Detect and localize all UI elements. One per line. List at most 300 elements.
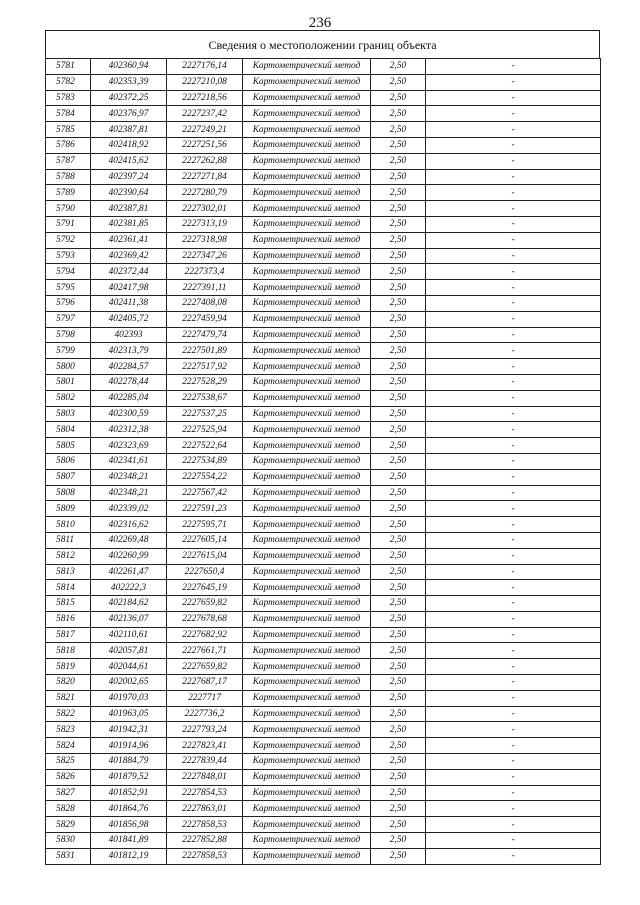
- method-cell: Картометрический метод: [243, 596, 371, 612]
- accuracy-cell: 2,50: [371, 137, 426, 153]
- y-coordinate-cell: 2227218,56: [167, 90, 243, 106]
- y-coordinate-cell: 2227459,94: [167, 311, 243, 327]
- accuracy-cell: 2,50: [371, 169, 426, 185]
- point-number-cell: 5822: [46, 706, 91, 722]
- point-number-cell: 5805: [46, 438, 91, 454]
- method-cell: Картометрический метод: [243, 485, 371, 501]
- x-coordinate-cell: 402312,38: [91, 422, 167, 438]
- x-coordinate-cell: 402269,48: [91, 532, 167, 548]
- description-cell: -: [426, 248, 601, 264]
- description-cell: -: [426, 532, 601, 548]
- table-row: [46, 374, 601, 390]
- method-cell: Картометрический метод: [243, 801, 371, 817]
- accuracy-cell: 2,50: [371, 627, 426, 643]
- method-cell: Картометрический метод: [243, 517, 371, 533]
- y-coordinate-cell: 2227863,01: [167, 801, 243, 817]
- accuracy-cell: 2,50: [371, 248, 426, 264]
- table-row: [46, 343, 601, 359]
- table-row: [46, 517, 601, 533]
- point-number-cell: 5817: [46, 627, 91, 643]
- x-coordinate-cell: 402285,04: [91, 390, 167, 406]
- description-cell: -: [426, 848, 601, 864]
- table-row: [46, 453, 601, 469]
- x-coordinate-cell: 401864,76: [91, 801, 167, 817]
- x-coordinate-cell: 402381,85: [91, 216, 167, 232]
- accuracy-cell: 2,50: [371, 548, 426, 564]
- point-number-cell: 5782: [46, 74, 91, 90]
- table-title: Сведения о местоположении границ объекта: [45, 30, 600, 58]
- point-number-cell: 5786: [46, 137, 91, 153]
- point-number-cell: 5794: [46, 264, 91, 280]
- point-number-cell: 5808: [46, 485, 91, 501]
- table-row: [46, 754, 601, 770]
- point-number-cell: 5801: [46, 374, 91, 390]
- description-cell: -: [426, 169, 601, 185]
- x-coordinate-cell: 402300,59: [91, 406, 167, 422]
- point-number-cell: 5797: [46, 311, 91, 327]
- accuracy-cell: 2,50: [371, 485, 426, 501]
- description-cell: -: [426, 327, 601, 343]
- y-coordinate-cell: 2227852,88: [167, 833, 243, 849]
- accuracy-cell: 2,50: [371, 374, 426, 390]
- method-cell: Картометрический метод: [243, 469, 371, 485]
- table-row: [46, 738, 601, 754]
- description-cell: -: [426, 74, 601, 90]
- x-coordinate-cell: 401914,96: [91, 738, 167, 754]
- x-coordinate-cell: 401884,79: [91, 754, 167, 770]
- x-coordinate-cell: 402184,62: [91, 596, 167, 612]
- description-cell: -: [426, 280, 601, 296]
- description-cell: -: [426, 122, 601, 138]
- accuracy-cell: 2,50: [371, 738, 426, 754]
- description-cell: -: [426, 264, 601, 280]
- point-number-cell: 5802: [46, 390, 91, 406]
- accuracy-cell: 2,50: [371, 643, 426, 659]
- accuracy-cell: 2,50: [371, 848, 426, 864]
- accuracy-cell: 2,50: [371, 501, 426, 517]
- point-number-cell: 5792: [46, 232, 91, 248]
- description-cell: -: [426, 754, 601, 770]
- table-row: [46, 690, 601, 706]
- y-coordinate-cell: 2227595,71: [167, 517, 243, 533]
- y-coordinate-cell: 2227408,08: [167, 295, 243, 311]
- description-cell: -: [426, 833, 601, 849]
- x-coordinate-cell: 402260,99: [91, 548, 167, 564]
- table-row: [46, 359, 601, 375]
- method-cell: Картометрический метод: [243, 59, 371, 75]
- y-coordinate-cell: 2227522,64: [167, 438, 243, 454]
- point-number-cell: 5783: [46, 90, 91, 106]
- point-number-cell: 5781: [46, 59, 91, 75]
- table-row: [46, 596, 601, 612]
- point-number-cell: 5814: [46, 580, 91, 596]
- x-coordinate-cell: 402057,81: [91, 643, 167, 659]
- x-coordinate-cell: 402376,97: [91, 106, 167, 122]
- accuracy-cell: 2,50: [371, 564, 426, 580]
- accuracy-cell: 2,50: [371, 343, 426, 359]
- method-cell: Картометрический метод: [243, 153, 371, 169]
- y-coordinate-cell: 2227645,19: [167, 580, 243, 596]
- x-coordinate-cell: 402397,24: [91, 169, 167, 185]
- description-cell: -: [426, 343, 601, 359]
- table-row: [46, 769, 601, 785]
- method-cell: Картометрический метод: [243, 690, 371, 706]
- point-number-cell: 5830: [46, 833, 91, 849]
- point-number-cell: 5809: [46, 501, 91, 517]
- table-row: [46, 659, 601, 675]
- table-row: [46, 548, 601, 564]
- x-coordinate-cell: 401970,03: [91, 690, 167, 706]
- point-number-cell: 5831: [46, 848, 91, 864]
- description-cell: -: [426, 359, 601, 375]
- description-cell: -: [426, 374, 601, 390]
- x-coordinate-cell: 402387,81: [91, 201, 167, 217]
- accuracy-cell: 2,50: [371, 185, 426, 201]
- x-coordinate-cell: 402369,42: [91, 248, 167, 264]
- method-cell: Картометрический метод: [243, 422, 371, 438]
- table-row: [46, 706, 601, 722]
- y-coordinate-cell: 2227839,44: [167, 754, 243, 770]
- accuracy-cell: 2,50: [371, 59, 426, 75]
- description-cell: -: [426, 801, 601, 817]
- x-coordinate-cell: 402222,3: [91, 580, 167, 596]
- table-row: [46, 801, 601, 817]
- description-cell: -: [426, 153, 601, 169]
- point-number-cell: 5815: [46, 596, 91, 612]
- method-cell: Картометрический метод: [243, 185, 371, 201]
- y-coordinate-cell: 2227251,56: [167, 137, 243, 153]
- point-number-cell: 5796: [46, 295, 91, 311]
- description-cell: -: [426, 106, 601, 122]
- point-number-cell: 5799: [46, 343, 91, 359]
- x-coordinate-cell: 402361,41: [91, 232, 167, 248]
- x-coordinate-cell: 402136,07: [91, 611, 167, 627]
- method-cell: Картометрический метод: [243, 675, 371, 691]
- x-coordinate-cell: 402323,69: [91, 438, 167, 454]
- accuracy-cell: 2,50: [371, 580, 426, 596]
- table-row: [46, 643, 601, 659]
- method-cell: Картометрический метод: [243, 580, 371, 596]
- y-coordinate-cell: 2227537,25: [167, 406, 243, 422]
- y-coordinate-cell: 2227615,04: [167, 548, 243, 564]
- table-body: [46, 59, 601, 865]
- point-number-cell: 5798: [46, 327, 91, 343]
- table-row: [46, 627, 601, 643]
- x-coordinate-cell: 402341,61: [91, 453, 167, 469]
- method-cell: Картометрический метод: [243, 106, 371, 122]
- y-coordinate-cell: 2227661,71: [167, 643, 243, 659]
- point-number-cell: 5810: [46, 517, 91, 533]
- table-row: [46, 722, 601, 738]
- point-number-cell: 5825: [46, 754, 91, 770]
- y-coordinate-cell: 2227501,89: [167, 343, 243, 359]
- description-cell: -: [426, 469, 601, 485]
- x-coordinate-cell: 402411,38: [91, 295, 167, 311]
- point-number-cell: 5789: [46, 185, 91, 201]
- method-cell: Картометрический метод: [243, 501, 371, 517]
- method-cell: Картометрический метод: [243, 785, 371, 801]
- point-number-cell: 5824: [46, 738, 91, 754]
- table-row: [46, 106, 601, 122]
- point-number-cell: 5829: [46, 817, 91, 833]
- x-coordinate-cell: 402360,94: [91, 59, 167, 75]
- method-cell: Картометрический метод: [243, 122, 371, 138]
- description-cell: -: [426, 785, 601, 801]
- table-row: [46, 485, 601, 501]
- method-cell: Картометрический метод: [243, 359, 371, 375]
- point-number-cell: 5800: [46, 359, 91, 375]
- point-number-cell: 5826: [46, 769, 91, 785]
- point-number-cell: 5791: [46, 216, 91, 232]
- x-coordinate-cell: 401942,31: [91, 722, 167, 738]
- point-number-cell: 5803: [46, 406, 91, 422]
- table-row: [46, 406, 601, 422]
- accuracy-cell: 2,50: [371, 817, 426, 833]
- method-cell: Картометрический метод: [243, 611, 371, 627]
- accuracy-cell: 2,50: [371, 438, 426, 454]
- accuracy-cell: 2,50: [371, 359, 426, 375]
- x-coordinate-cell: 402044,61: [91, 659, 167, 675]
- x-coordinate-cell: 402348,21: [91, 469, 167, 485]
- y-coordinate-cell: 2227678,68: [167, 611, 243, 627]
- accuracy-cell: 2,50: [371, 659, 426, 675]
- table-row: [46, 295, 601, 311]
- accuracy-cell: 2,50: [371, 153, 426, 169]
- x-coordinate-cell: 402348,21: [91, 485, 167, 501]
- x-coordinate-cell: 402339,02: [91, 501, 167, 517]
- table-row: [46, 501, 601, 517]
- y-coordinate-cell: 2227687,17: [167, 675, 243, 691]
- description-cell: -: [426, 706, 601, 722]
- table-row: [46, 422, 601, 438]
- point-number-cell: 5795: [46, 280, 91, 296]
- description-cell: -: [426, 216, 601, 232]
- point-number-cell: 5813: [46, 564, 91, 580]
- method-cell: Картометрический метод: [243, 169, 371, 185]
- y-coordinate-cell: 2227736,2: [167, 706, 243, 722]
- accuracy-cell: 2,50: [371, 801, 426, 817]
- y-coordinate-cell: 2227391,11: [167, 280, 243, 296]
- table-row: [46, 532, 601, 548]
- x-coordinate-cell: 402393: [91, 327, 167, 343]
- table-row: [46, 90, 601, 106]
- accuracy-cell: 2,50: [371, 264, 426, 280]
- point-number-cell: 5828: [46, 801, 91, 817]
- method-cell: Картометрический метод: [243, 406, 371, 422]
- accuracy-cell: 2,50: [371, 106, 426, 122]
- table-row: [46, 675, 601, 691]
- point-number-cell: 5811: [46, 532, 91, 548]
- description-cell: -: [426, 675, 601, 691]
- accuracy-cell: 2,50: [371, 216, 426, 232]
- accuracy-cell: 2,50: [371, 706, 426, 722]
- method-cell: Картометрический метод: [243, 137, 371, 153]
- method-cell: Картометрический метод: [243, 74, 371, 90]
- description-cell: -: [426, 406, 601, 422]
- accuracy-cell: 2,50: [371, 754, 426, 770]
- x-coordinate-cell: 402387,81: [91, 122, 167, 138]
- point-number-cell: 5806: [46, 453, 91, 469]
- method-cell: Картометрический метод: [243, 706, 371, 722]
- point-number-cell: 5793: [46, 248, 91, 264]
- method-cell: Картометрический метод: [243, 327, 371, 343]
- description-cell: -: [426, 422, 601, 438]
- description-cell: -: [426, 453, 601, 469]
- point-number-cell: 5807: [46, 469, 91, 485]
- description-cell: -: [426, 311, 601, 327]
- method-cell: Картометрический метод: [243, 643, 371, 659]
- accuracy-cell: 2,50: [371, 532, 426, 548]
- accuracy-cell: 2,50: [371, 469, 426, 485]
- table-row: [46, 469, 601, 485]
- y-coordinate-cell: 2227280,79: [167, 185, 243, 201]
- y-coordinate-cell: 2227659,82: [167, 659, 243, 675]
- y-coordinate-cell: 2227848,01: [167, 769, 243, 785]
- point-number-cell: 5816: [46, 611, 91, 627]
- x-coordinate-cell: 402353,39: [91, 74, 167, 90]
- x-coordinate-cell: 401963,05: [91, 706, 167, 722]
- y-coordinate-cell: 2227650,4: [167, 564, 243, 580]
- y-coordinate-cell: 2227591,23: [167, 501, 243, 517]
- y-coordinate-cell: 2227793,24: [167, 722, 243, 738]
- table-row: [46, 390, 601, 406]
- point-number-cell: 5820: [46, 675, 91, 691]
- x-coordinate-cell: 402002,65: [91, 675, 167, 691]
- page-number: 236: [308, 15, 332, 31]
- method-cell: Картометрический метод: [243, 295, 371, 311]
- description-cell: -: [426, 596, 601, 612]
- description-cell: -: [426, 201, 601, 217]
- description-cell: -: [426, 738, 601, 754]
- x-coordinate-cell: 402372,44: [91, 264, 167, 280]
- table-row: [46, 833, 601, 849]
- table-row: [46, 232, 601, 248]
- y-coordinate-cell: 2227302,01: [167, 201, 243, 217]
- accuracy-cell: 2,50: [371, 690, 426, 706]
- accuracy-cell: 2,50: [371, 406, 426, 422]
- description-cell: -: [426, 137, 601, 153]
- accuracy-cell: 2,50: [371, 90, 426, 106]
- method-cell: Картометрический метод: [243, 280, 371, 296]
- description-cell: -: [426, 295, 601, 311]
- point-number-cell: 5787: [46, 153, 91, 169]
- description-cell: -: [426, 659, 601, 675]
- x-coordinate-cell: 402110,61: [91, 627, 167, 643]
- description-cell: -: [426, 769, 601, 785]
- table-row: [46, 611, 601, 627]
- y-coordinate-cell: 2227347,26: [167, 248, 243, 264]
- accuracy-cell: 2,50: [371, 833, 426, 849]
- boundary-points-table: [45, 58, 601, 865]
- y-coordinate-cell: 2227525,94: [167, 422, 243, 438]
- accuracy-cell: 2,50: [371, 596, 426, 612]
- y-coordinate-cell: 2227318,98: [167, 232, 243, 248]
- method-cell: Картометрический метод: [243, 738, 371, 754]
- accuracy-cell: 2,50: [371, 769, 426, 785]
- y-coordinate-cell: 2227373,4: [167, 264, 243, 280]
- y-coordinate-cell: 2227313,19: [167, 216, 243, 232]
- y-coordinate-cell: 2227517,92: [167, 359, 243, 375]
- y-coordinate-cell: 2227528,29: [167, 374, 243, 390]
- point-number-cell: 5827: [46, 785, 91, 801]
- x-coordinate-cell: 401856,98: [91, 817, 167, 833]
- x-coordinate-cell: 401841,89: [91, 833, 167, 849]
- table-row: [46, 74, 601, 90]
- description-cell: -: [426, 59, 601, 75]
- point-number-cell: 5788: [46, 169, 91, 185]
- method-cell: Картометрический метод: [243, 548, 371, 564]
- description-cell: -: [426, 90, 601, 106]
- table-row: [46, 137, 601, 153]
- description-cell: -: [426, 517, 601, 533]
- method-cell: Картометрический метод: [243, 453, 371, 469]
- description-cell: -: [426, 185, 601, 201]
- y-coordinate-cell: 2227534,89: [167, 453, 243, 469]
- point-number-cell: 5804: [46, 422, 91, 438]
- description-cell: -: [426, 611, 601, 627]
- accuracy-cell: 2,50: [371, 280, 426, 296]
- description-cell: -: [426, 564, 601, 580]
- description-cell: -: [426, 232, 601, 248]
- y-coordinate-cell: 2227479,74: [167, 327, 243, 343]
- method-cell: Картометрический метод: [243, 232, 371, 248]
- point-number-cell: 5823: [46, 722, 91, 738]
- table-row: [46, 122, 601, 138]
- table-row: [46, 327, 601, 343]
- method-cell: Картометрический метод: [243, 564, 371, 580]
- accuracy-cell: 2,50: [371, 611, 426, 627]
- x-coordinate-cell: 402316,62: [91, 517, 167, 533]
- method-cell: Картометрический метод: [243, 848, 371, 864]
- y-coordinate-cell: 2227567,42: [167, 485, 243, 501]
- method-cell: Картометрический метод: [243, 817, 371, 833]
- method-cell: Картометрический метод: [243, 722, 371, 738]
- y-coordinate-cell: 2227176,14: [167, 59, 243, 75]
- y-coordinate-cell: 2227605,14: [167, 532, 243, 548]
- x-coordinate-cell: 402278,44: [91, 374, 167, 390]
- table-row: [46, 169, 601, 185]
- y-coordinate-cell: 2227237,42: [167, 106, 243, 122]
- accuracy-cell: 2,50: [371, 517, 426, 533]
- method-cell: Картометрический метод: [243, 264, 371, 280]
- x-coordinate-cell: 401879,52: [91, 769, 167, 785]
- description-cell: -: [426, 722, 601, 738]
- point-number-cell: 5821: [46, 690, 91, 706]
- method-cell: Картометрический метод: [243, 374, 371, 390]
- method-cell: Картометрический метод: [243, 248, 371, 264]
- point-number-cell: 5784: [46, 106, 91, 122]
- y-coordinate-cell: 2227858,53: [167, 817, 243, 833]
- table-row: [46, 153, 601, 169]
- accuracy-cell: 2,50: [371, 295, 426, 311]
- y-coordinate-cell: 2227262,88: [167, 153, 243, 169]
- method-cell: Картометрический метод: [243, 833, 371, 849]
- table-row: [46, 848, 601, 864]
- method-cell: Картометрический метод: [243, 390, 371, 406]
- accuracy-cell: 2,50: [371, 422, 426, 438]
- method-cell: Картометрический метод: [243, 532, 371, 548]
- description-cell: -: [426, 485, 601, 501]
- y-coordinate-cell: 2227682,92: [167, 627, 243, 643]
- table-row: [46, 785, 601, 801]
- accuracy-cell: 2,50: [371, 675, 426, 691]
- y-coordinate-cell: 2227210,08: [167, 74, 243, 90]
- point-number-cell: 5819: [46, 659, 91, 675]
- x-coordinate-cell: 402313,79: [91, 343, 167, 359]
- x-coordinate-cell: 402372,25: [91, 90, 167, 106]
- accuracy-cell: 2,50: [371, 453, 426, 469]
- table-row: [46, 201, 601, 217]
